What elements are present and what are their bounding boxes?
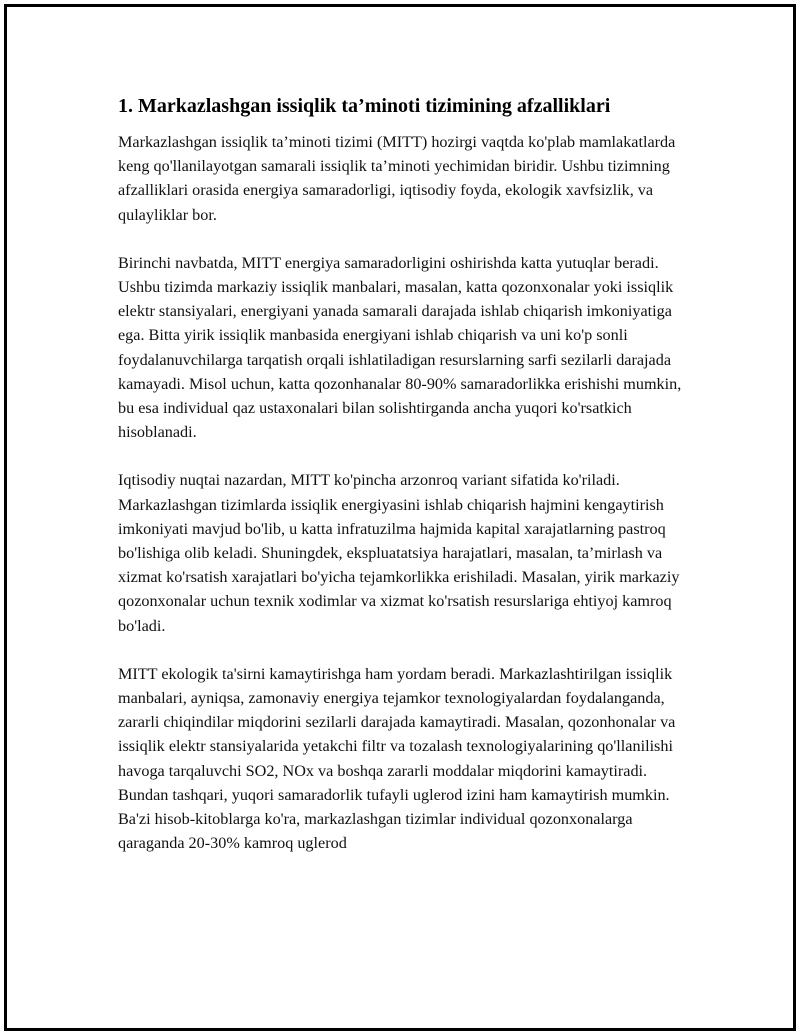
- paragraph-intro: Markazlashgan issiqlik ta’minoti tizimi (MITT) hozirgi vaqtda ko'plab mamlakatlarda keng qo'llanilayotgan samarali issiqlik ta’minoti yechimidan biridir. Ushbu tizimning afzalliklari orasida energiya samaradorligi, iqtisodiy foyda, ekologik xavfsizlik, va qulayliklar bor.: [118, 133, 676, 224]
- paragraph-ecological: MITT ekologik ta'sirni kamaytirishga ham yordam beradi. Markazlashtirilgan issiqlik manbalari, ayniqsa, zamonaviy energiya tejamkor texnologiyalardan foydalanganda, zararli chiqindilar miqdorini sezilarli darajada kamaytiradi. Masalan, qozonhonalar va issiqlik elektr stansiyalarida yetakchi filtr va tozalash texnologiyalarining qo'llanilishi havoga tarqaluvchi SO2, NOx va boshqa zararli moddalar miqdorini kamaytiradi. Bundan tashqari, yuqori samaradorlik tufayli uglerod izini ham kamaytirish mumkin. Ba'zi hisob-kitoblarga ko'ra, markazlashgan tizimlar individual qozonxonalarga qaraganda 20-30% kamroq uglerod: [118, 664, 676, 853]
- paragraph-energy-efficiency: Birinchi navbatda, MITT energiya samaradorligini oshirishda katta yutuqlar beradi. Ushbu tizimda markaziy issiqlik manbalari, masalan, katta qozonxonalar yoki issiqlik elektr stansiyalari, energiyani yanada samarali darajada ishlab chiqarish imkoniyatiga ega. Bitta yirik issiqlik manbasida energiyani ishlab chiqarish va uni ko'p sonli foydalanuvchilarga tarqatish orqali ishlatiladigan resurslarning sarfi sezilarli darajada kamayadi. Misol uchun, katta qozonhanalar 80-90% samaradorlikka erishishi mumkin, bu esa individual qaz ustaxonalari bilan solishtirganda ancha yuqori ko'rsatkich hisoblanadi.: [118, 253, 682, 442]
- document-body: [118, 92, 690, 879]
- section-heading: 1. Markazlashgan issiqlik ta’minoti tizimining afzalliklari: [118, 95, 611, 117]
- paragraph-economic: Iqtisodiy nuqtai nazardan, MITT ko'pincha arzonroq variant sifatida ko'riladi. Markazlashgan tizimlarda issiqlik energiyasini ishlab chiqarish hajmini kengaytirish imkoniyati mavjud bo'lib, u katta infratuzilma hajmida kapital xarajatlarning pastroq bo'lishiga olib keladi. Shuningdek, ekspluatatsiya harajatlari, masalan, ta’mirlash va xizmat ko'rsatish xarajatlari bo'yicha tejamkorlikka erishiladi. Masalan, yirik markaziy qozonxonalar uchun texnik xodimlar va xizmat ko'rsatish resurslariga ehtiyoj kamroq bo'ladi.: [118, 471, 680, 635]
